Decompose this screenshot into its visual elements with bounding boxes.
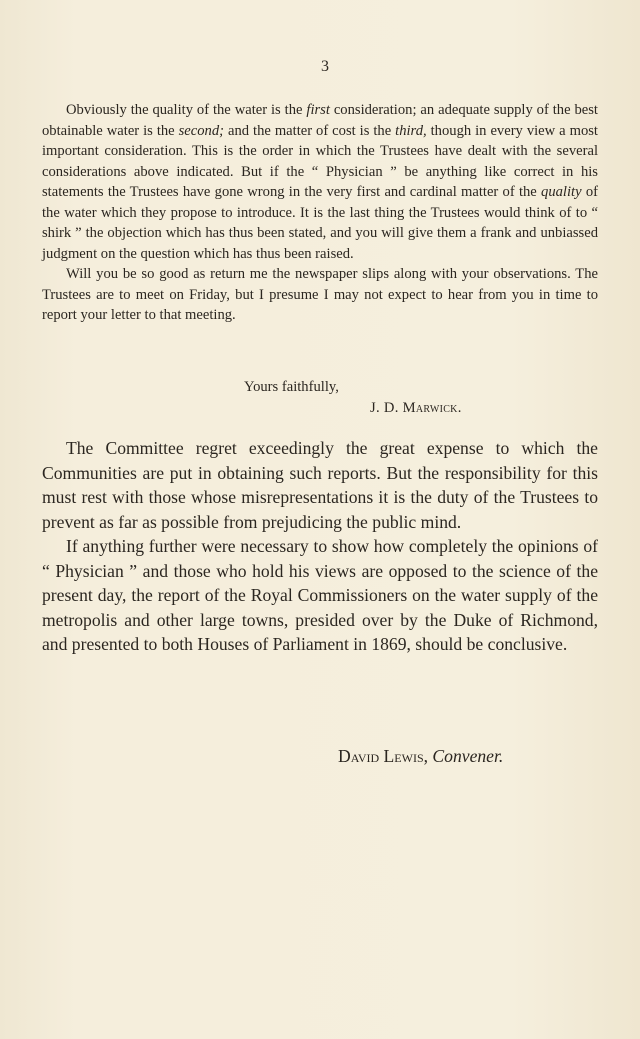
emphasis-second: second; [178,122,225,139]
committee-paragraph-1: The Committee regret exceedingly the great expense to which the Communities are put in obtaining such reports. But the responsibility for this must rest with those whose misrepresentations it is the duty of the Trustees to prevent as far as possible from prejudicing the public mind. [42,438,598,532]
letter-signature: J. D. Marwick. [370,400,462,416]
convener-role: Convener. [428,746,504,766]
emphasis-first: first [306,102,330,118]
emphasis-quality: quality [541,184,582,200]
letter-body [42,100,598,326]
letter-paragraph-1: Obviously the quality of the water is the first consideration; an adequate supply of the best obtainable water is the second; and the matter of cost is the third, though in every view a most important consideration. This is the order in which the Trustees have dealt with the several considerations above indicated. But if the “ Physician ” be anything like correct in his statements the Trustees have gone wrong in the very first and cardinal matter of the quality of the water which they propose to introduce. It is the last thing the Trustees would think of to “ shirk ” the objection which has thus been stated, and you will give them a frank and unbiassed judgment on the question which has thus been raised. [42,102,598,262]
convener-signature [338,744,503,768]
letter-paragraph-2: Will you be so good as return me the newspaper slips along with your observations. The Trustees are to meet on Friday, but I presume I may not expect to hear from you in time to report your letter to that meeting. [42,266,598,323]
convener-name: David Lewis, [338,746,429,766]
committee-statement [42,436,598,657]
committee-paragraph-2: If anything further were necessary to show how completely the opinions of “ Physician ” and those who hold his views are opposed to the science of the present day, the report of the Royal Commissioners on the water supply of the metropolis and other large towns, presided over by the Duke of Richmond, and presented to both Houses of Parliament in 1869, should be conclusive. [42,536,598,654]
emphasis-third: third, [395,122,427,139]
page-number: 3 [321,58,329,75]
letter-closing: Yours faithfully, [244,379,339,395]
